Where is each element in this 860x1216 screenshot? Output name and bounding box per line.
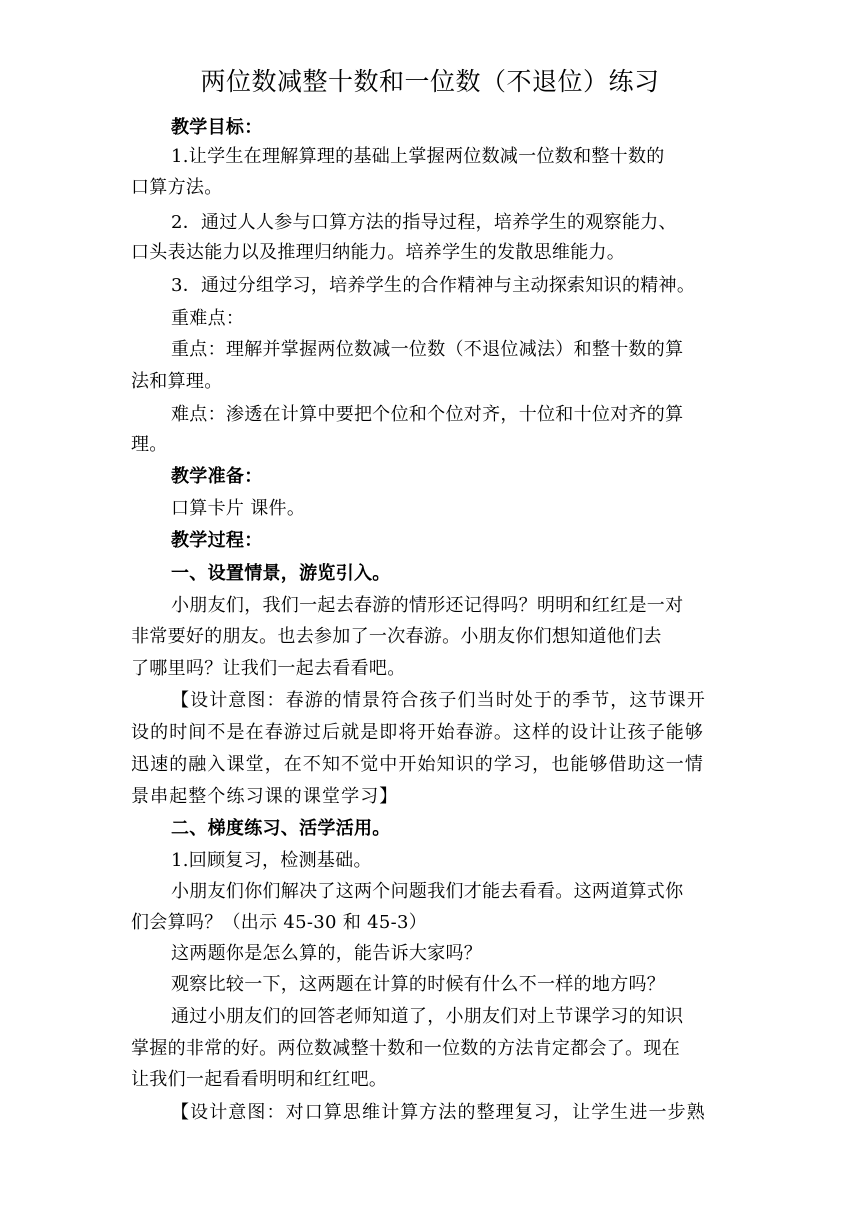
paragraph-line: 口算方法。 — [131, 177, 223, 198]
paragraph-line: 难点：渗透在计算中要把个位和个位对齐，十位和十位对齐的算 — [171, 404, 684, 425]
paragraph-line: 掌握的非常的好。两位数减整十数和一位数的方法肯定都会了。现在 — [131, 1038, 680, 1059]
section-heading-2: 二、梯度练习、活学活用。 — [171, 818, 391, 839]
paragraph-line: 3．通过分组学习，培养学生的合作精神与主动探索知识的精神。 — [171, 275, 696, 296]
section-heading-1: 一、设置情景，游览引入。 — [171, 563, 391, 584]
heading-teaching-process: 教学过程： — [171, 530, 263, 551]
paragraph-line: 了哪里吗？让我们一起去看看吧。 — [131, 658, 406, 679]
paragraph-line: 重点：理解并掌握两位数减一位数（不退位减法）和整十数的算 — [171, 339, 684, 360]
design-intent-line: 【设计意图：对口算思维计算方法的整理复习，让学生进一步熟 — [171, 1102, 706, 1123]
paragraph-line: 理。 — [131, 434, 168, 455]
paragraph-line: 1.让学生在理解算理的基础上掌握两位数减一位数和整十数的 — [171, 146, 665, 167]
paragraph-line: 1.回顾复习，检测基础。 — [171, 850, 372, 871]
design-intent-line: 景串起整个练习课的课堂学习】 — [131, 786, 399, 807]
paragraph-line: 通过小朋友们的回答老师知道了，小朋友们对上节课学习的知识 — [171, 1006, 684, 1027]
paragraph-line: 小朋友们，我们一起去春游的情形还记得吗？明明和红红是一对 — [171, 595, 684, 616]
paragraph-line: 法和算理。 — [131, 371, 223, 392]
paragraph-line: 们会算吗？（出示 45-30 和 45-3） — [131, 912, 428, 933]
paragraph-line: 让我们一起看看明明和红红吧。 — [131, 1069, 388, 1090]
paragraph-line: 这两题你是怎么算的，能告诉大家吗？ — [171, 943, 483, 964]
heading-teaching-goals: 教学目标： — [171, 117, 263, 138]
design-intent-line: 设的时间不是在春游过后就是即将开始春游。这样的设计让孩子能够 — [131, 722, 704, 743]
heading-teaching-preparation: 教学准备： — [171, 466, 263, 487]
design-intent-line: 迅速的融入课堂，在不知不觉中开始知识的学习，也能够借助这一情 — [131, 754, 704, 775]
paragraph-line: 口头表达能力以及推理归纳能力。培养学生的发散思维能力。 — [131, 242, 626, 263]
paragraph-line: 口算卡片 课件。 — [171, 498, 306, 519]
paragraph-line: 观察比较一下，这两题在计算的时候有什么不一样的地方吗？ — [171, 974, 666, 995]
paragraph-line: 非常要好的朋友。也去参加了一次春游。小朋友你们想知道他们去 — [131, 626, 662, 647]
paragraph-line: 小朋友们你们解决了这两个问题我们才能去看看。这两道算式你 — [171, 881, 684, 902]
design-intent-line: 【设计意图：春游的情景符合孩子们当时处于的季节，这节课开 — [171, 690, 706, 711]
document-title: 两位数减整十数和一位数（不退位）练习 — [200, 67, 660, 96]
heading-key-points: 重难点： — [171, 308, 245, 329]
paragraph-line: 2．通过人人参与口算方法的指导过程，培养学生的观察能力、 — [171, 212, 677, 233]
